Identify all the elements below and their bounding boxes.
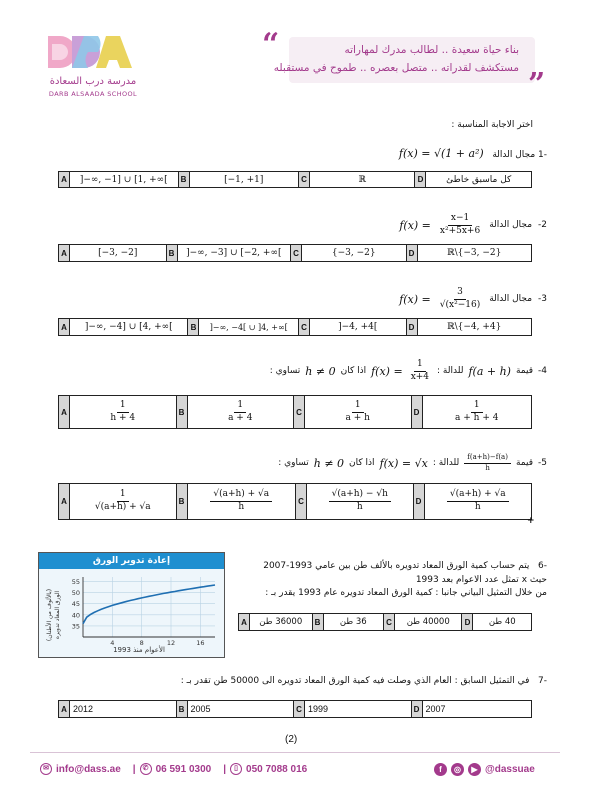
option-a[interactable]: A [−3, −2] xyxy=(59,245,167,261)
answer-row-6 xyxy=(238,613,532,631)
option-a[interactable]: A ]−∞, −1] ∪ [1, +∞[ xyxy=(59,172,179,187)
question-condition: h ≠ 0 xyxy=(305,364,336,378)
y-tick-label: 35 xyxy=(71,622,80,631)
question-number: -3 xyxy=(538,294,547,305)
question-text-d: تساوي : xyxy=(278,458,309,469)
slogan-box xyxy=(273,37,535,83)
answer-row-1 xyxy=(58,171,532,188)
recycling-graph xyxy=(38,552,225,658)
answer-row-7 xyxy=(58,700,532,718)
instruction: اختر الاجابة المناسبة : xyxy=(451,120,533,130)
graph-ylabel: (بالألوف من الأطنان) xyxy=(46,588,53,642)
question-text: مجال الدالة xyxy=(489,294,533,305)
graph-plot xyxy=(39,569,223,656)
graph-curve xyxy=(83,585,215,624)
answer-row-5 xyxy=(58,483,532,520)
option-b[interactable]: B 36 طن xyxy=(313,614,385,630)
question-text-c: اذا كان xyxy=(349,458,375,469)
graph-xlabel: الأعوام منذ 1993 xyxy=(113,646,165,654)
footer-separator: | xyxy=(223,763,227,775)
question-text-c: اذا كان xyxy=(340,366,367,377)
plus-mark: + xyxy=(527,516,535,526)
question-expr: f(x) = √(1 + a²) xyxy=(398,147,484,160)
option-d[interactable]: D كل ماسبق خاطئ xyxy=(415,172,531,187)
option-b[interactable]: B $\frac{1}{a + 4}$ xyxy=(177,396,295,428)
option-b[interactable]: B 2005 xyxy=(177,701,295,717)
answer-row-2 xyxy=(58,244,532,262)
question-text-a: قيمة xyxy=(515,366,534,377)
question-text-b: للدالة : xyxy=(432,458,460,469)
footer-contacts xyxy=(40,763,307,775)
option-a[interactable]: A $\frac{1}{√(a+h) + √a}$ xyxy=(59,484,177,519)
option-c[interactable]: C ℝ xyxy=(299,172,416,187)
option-d[interactable]: D ℝ\{−3, −2} xyxy=(407,245,531,261)
question-6-line-1 xyxy=(263,561,547,571)
option-d[interactable]: D 40 طن xyxy=(462,614,531,630)
question-6-line-2: حيث x تمثل عدد الاعوام بعد 1993 xyxy=(415,575,547,585)
question-number: -1 xyxy=(538,150,547,160)
option-a[interactable]: A $\frac{1}{h + 4}$ xyxy=(59,396,177,428)
option-c[interactable]: C 40000 طن xyxy=(384,614,462,630)
question-expr-a: f(a + h) xyxy=(468,364,511,378)
question-expr-fraction: $\frac{1}{x+4}$ xyxy=(410,359,430,382)
footer-social xyxy=(434,763,535,776)
footer-email[interactable]: info@dass.ae xyxy=(56,763,121,775)
option-d[interactable]: D 2007 xyxy=(412,701,531,717)
question-number: -2 xyxy=(538,220,547,231)
quote-close-icon: ” xyxy=(528,67,546,102)
logo-english-name: DARB ALSAADA SCHOOL xyxy=(48,90,138,98)
question-expr: f(x) = √x xyxy=(379,456,428,470)
question-text-b: للدالة : xyxy=(437,366,464,377)
question-5 xyxy=(278,454,547,472)
answer-row-3 xyxy=(58,318,532,336)
logo-mark-icon xyxy=(42,32,138,72)
y-tick-label: 50 xyxy=(71,589,80,598)
question-1 xyxy=(399,147,547,160)
option-b[interactable]: B ]−∞, −3] ∪ [−2, +∞[ xyxy=(167,245,291,261)
youtube-icon[interactable]: ▶ xyxy=(468,763,481,776)
graph-title: إعادة تدوير الورق xyxy=(39,553,224,569)
option-d[interactable]: D ℝ\{−4, +4} xyxy=(407,319,531,335)
x-tick-label: 16 xyxy=(196,639,205,647)
footer-divider xyxy=(30,752,560,753)
option-a[interactable]: A 36000 طن xyxy=(239,614,313,630)
email-icon: ✉ xyxy=(40,763,52,775)
option-b[interactable]: B ]−∞, −4[ ∪ ]4, +∞[ xyxy=(188,319,299,335)
question-text: مجال الدالة xyxy=(492,150,536,160)
question-number: -4 xyxy=(538,366,547,377)
x-tick-label: 4 xyxy=(110,639,115,647)
phone-icon: ✆ xyxy=(140,763,152,775)
question-text: مجال الدالة xyxy=(489,220,533,231)
slogan-line-1: بناء حياة سعيدة .. لطالب مدرك لمهاراته xyxy=(344,44,519,56)
option-a[interactable]: A 2012 xyxy=(59,701,177,717)
x-tick-label: 8 xyxy=(139,639,144,647)
question-number: -6 xyxy=(538,561,547,571)
option-c[interactable]: C 1999 xyxy=(294,701,412,717)
school-logo xyxy=(38,32,148,104)
question-expr-fraction: $\frac{x-1}{\text{x²+5x+6}}$ xyxy=(439,213,481,236)
question-7 xyxy=(181,676,547,686)
option-d[interactable]: D $\frac{√(a+h) + √a}{h}$ xyxy=(414,484,532,519)
option-b[interactable]: B $\frac{√(a+h) + √a}{h}$ xyxy=(177,484,297,519)
facebook-icon[interactable]: f xyxy=(434,763,447,776)
question-text: في التمثيل السابق : العام الذي وصلت فيه كمية الورق المعاد تدويره الى 50000 طن تقدر بـ : xyxy=(180,676,530,686)
logo-arabic-name: مدرسة درب السعادة xyxy=(49,76,137,87)
option-a[interactable]: A ]−∞, −4] ∪ [4, +∞[ xyxy=(59,319,188,335)
option-c[interactable]: C $\frac{√(a+h) - √h}{h}$ xyxy=(296,484,414,519)
question-6-line-3: من خلال التمثيل البياني جانبا : كمية الورق المعاد تدويره عام 1993 يقدر بـ : xyxy=(265,588,547,598)
question-expr-lhs: f(x) = xyxy=(371,364,403,378)
page-number: (2) xyxy=(285,734,298,745)
question-4 xyxy=(270,360,547,383)
footer-social-handle[interactable]: @dassuae xyxy=(485,764,535,775)
instagram-icon[interactable]: ◎ xyxy=(451,763,464,776)
slogan-line-2: مستكشف لقدراته .. متصل بعصره .. طموح في مستقبله xyxy=(273,62,519,74)
footer-mobile[interactable]: 050 7088 016 xyxy=(246,763,308,775)
question-number: -5 xyxy=(538,458,547,469)
question-3 xyxy=(399,288,547,311)
graph-grid xyxy=(83,577,215,637)
question-text-d: تساوي : xyxy=(269,366,301,377)
option-c[interactable]: C ]−4, +4[ xyxy=(299,319,407,335)
option-c[interactable]: C {−3, −2} xyxy=(291,245,407,261)
question-2 xyxy=(399,214,547,237)
question-expr-fraction: $\frac{3}{\text{√(x²−16)}}$ xyxy=(439,287,481,310)
footer-phone[interactable]: 06 591 0300 xyxy=(155,763,212,775)
question-text: يتم حساب كمية الورق المعاد تدويره بالألف طن بين عامي 1993-2007 xyxy=(263,561,530,571)
y-tick-label: 40 xyxy=(71,611,80,620)
question-expr-fraction: $\frac{f(a+h)-f(a)}{h}$ xyxy=(464,454,511,472)
option-d[interactable]: D $\frac{1}{a + h + 4}$ xyxy=(412,396,531,428)
mobile-icon: ▯ xyxy=(230,763,242,775)
option-b[interactable]: B [−1, +1] xyxy=(179,172,299,187)
question-condition: h ≠ 0 xyxy=(313,456,345,470)
y-tick-label: 55 xyxy=(71,577,80,586)
question-expr-lhs: f(x) = xyxy=(399,292,431,306)
question-expr-lhs: f(x) = xyxy=(399,218,431,232)
footer-separator: | xyxy=(132,763,136,775)
quote-open-icon: “ xyxy=(262,27,280,62)
graph-ylabel-2: الورق المعاد تدويره xyxy=(54,590,61,640)
y-tick-label: 45 xyxy=(71,600,80,609)
question-number: -7 xyxy=(538,676,547,686)
option-c[interactable]: C $\frac{1}{a + h}$ xyxy=(294,396,412,428)
x-tick-label: 12 xyxy=(166,639,176,647)
answer-row-4 xyxy=(58,395,532,429)
question-text-a: قيمة xyxy=(515,458,534,469)
